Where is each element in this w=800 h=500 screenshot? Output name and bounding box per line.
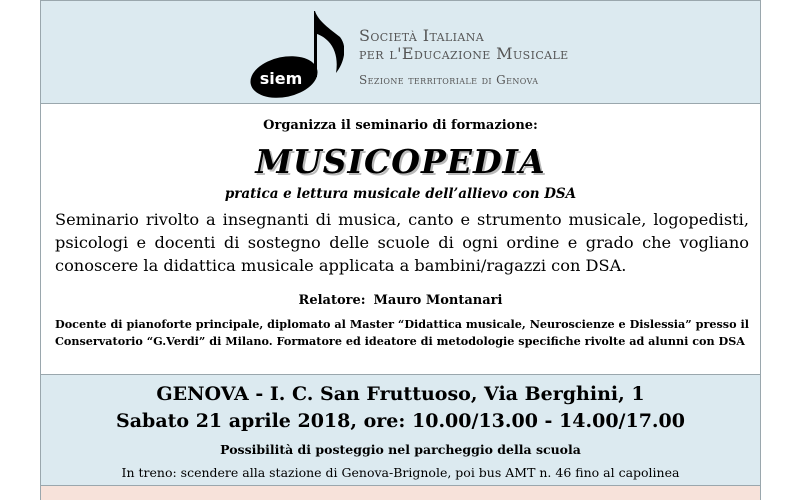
header-banner	[40, 0, 761, 104]
speaker-name: Mauro Montanari	[373, 293, 503, 308]
speaker-line	[41, 293, 760, 308]
siem-music-note-logo	[244, 7, 344, 99]
venue-panel	[40, 374, 761, 486]
footer-strip	[40, 486, 761, 500]
speaker-label: Relatore:	[298, 293, 366, 308]
parking-info: Possibilità di posteggio nel parcheggio della scuola	[220, 442, 581, 457]
seminar-subtitle: pratica e lettura musicale dell’allievo con DSA	[224, 186, 577, 202]
train-directions: In treno: scendere alla stazione di Genova-Brignole, poi bus AMT n. 46 fino al capolinea	[121, 465, 680, 480]
speaker-bio: Docente di pianoforte principale, diplomato al Master “Didattica musicale, Neuroscienze e Dislessia” presso il Conservatorio “G.Verdi” di Milano. Formatore ed ideatore di metodologie specifiche rivolte ad alunni con DSA	[55, 317, 749, 348]
org-section: Sezione territoriale di Genova	[359, 73, 539, 87]
seminar-description: Seminario rivolto a insegnanti di musica, canto e strumento musicale, logopedisti, psicologi e docenti di sostegno delle scuole di ogni ordine e grado che vogliano conoscere la didattica musicale applicata a bambini/ragazzi con DSA.	[55, 210, 749, 275]
event-date-time: Sabato 21 aprile 2018, ore: 10.00/13.00 - 14.00/17.00	[116, 410, 685, 432]
org-name-line-1: Società Italiana	[359, 26, 485, 45]
seminar-info-panel	[40, 104, 761, 374]
intro-line: Organizza il seminario di formazione:	[263, 118, 538, 133]
org-name-line-2: per l'Educazione Musicale	[359, 44, 569, 63]
logo-text: siem	[259, 69, 303, 88]
venue-location: GENOVA - I. C. San Fruttuoso, Via Berghini, 1	[156, 383, 645, 405]
seminar-title: MUSICOPEDIA	[255, 142, 546, 181]
